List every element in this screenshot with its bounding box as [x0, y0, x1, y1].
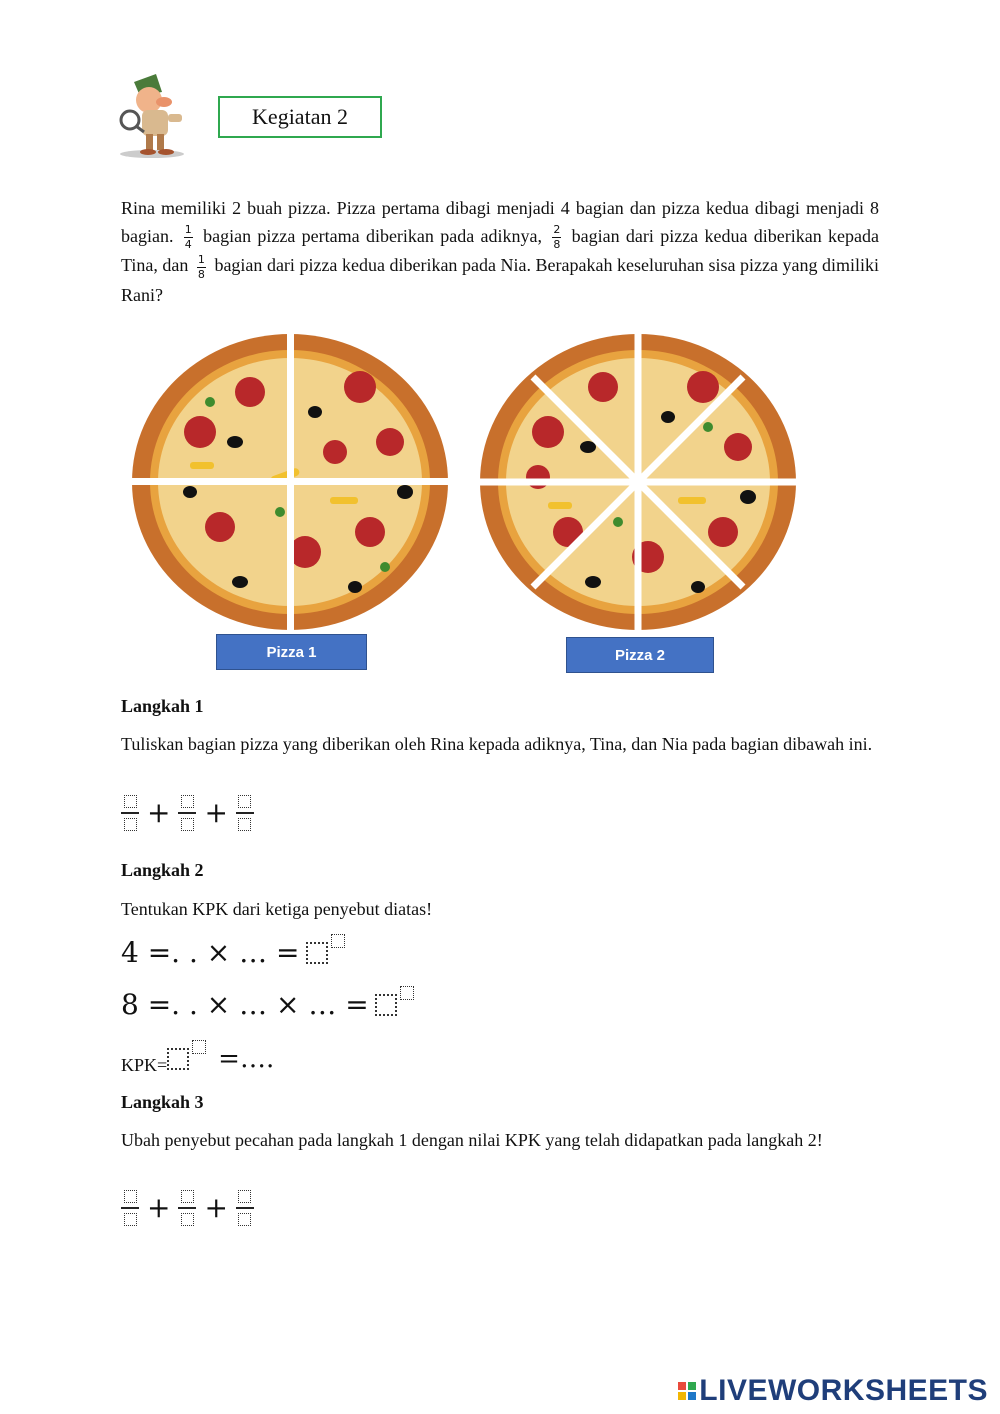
denominator-box[interactable]: [238, 818, 251, 831]
numerator-box[interactable]: [181, 1190, 194, 1203]
pizza-2-label: Pizza 2: [566, 637, 714, 673]
factor-line-8: 8 =. . × … × … =: [121, 988, 414, 1021]
step-1-fraction-inputs: [121, 795, 254, 831]
pizza-1-image: [130, 332, 450, 632]
denominator-box[interactable]: [124, 1213, 137, 1226]
step-3-text: Ubah penyebut pecahan pada langkah 1 dengan nilai KPK yang telah didapatkan pada langkah 2!: [121, 1130, 823, 1150]
liveworksheets-logo: [678, 1374, 988, 1408]
exponent-input-box[interactable]: [331, 934, 345, 948]
base-input-box[interactable]: [375, 994, 397, 1016]
fraction-one-quarter: $\frac{1}{4}$: [184, 223, 192, 252]
numerator-box[interactable]: [238, 795, 251, 808]
kpk-base-input-box[interactable]: [167, 1048, 189, 1070]
step-2-text: Tentukan KPK dari ketiga penyebut diatas!: [121, 899, 433, 919]
fraction-input-2[interactable]: [178, 795, 196, 831]
activity-title-text: Kegiatan 2: [252, 104, 348, 129]
logo-grid-icon: [678, 1382, 696, 1400]
plus-sign: +: [204, 1191, 228, 1225]
kpk-line: KPK= =….: [121, 1044, 274, 1074]
problem-text-4: bagian dari pizza kedua diberikan pada Nia. Berapakah keseluruhan sisa pizza yang dimiliki Rani?: [121, 255, 880, 305]
step-1-heading: Langkah 1: [121, 696, 204, 716]
plus-sign: +: [147, 796, 171, 830]
logo-text: LIVEWORKSHEETS: [699, 1374, 988, 1407]
fraction-one-eighth: $\frac{1}{8}$: [197, 252, 205, 281]
detective-mascot-icon: [112, 70, 202, 160]
plus-sign: +: [204, 796, 228, 830]
pizza-2-image: [478, 332, 796, 632]
numerator-box[interactable]: [124, 795, 137, 808]
base-input-box[interactable]: [306, 942, 328, 964]
pizza-1-label: Pizza 1: [216, 634, 367, 670]
kpk-exponent-input-box[interactable]: [192, 1040, 206, 1054]
denominator-box[interactable]: [238, 1213, 251, 1226]
factor-line-4: 4 =. . × … =: [121, 936, 345, 969]
denominator-box[interactable]: [181, 818, 194, 831]
problem-paragraph: [121, 194, 879, 309]
numerator-box[interactable]: [124, 1190, 137, 1203]
plus-sign: +: [147, 1191, 171, 1225]
denominator-box[interactable]: [181, 1213, 194, 1226]
problem-text-2: bagian pizza pertama diberikan pada adiknya,: [203, 226, 542, 246]
fraction-input-1[interactable]: [121, 795, 139, 831]
fraction-input-2[interactable]: [178, 1190, 196, 1226]
fraction-two-eighths: $\frac{2}{8}$: [553, 223, 561, 252]
fraction-input-3[interactable]: [236, 1190, 254, 1226]
step-1-text: Tuliskan bagian pizza yang diberikan oleh Rina kepada adiknya, Tina, dan Nia pada bagian dibawah ini.: [121, 734, 873, 754]
fraction-input-1[interactable]: [121, 1190, 139, 1226]
step-3-fraction-inputs: [121, 1190, 254, 1226]
problem-text-3: bagian dari pizza kedua diberikan kepada Tina, dan: [121, 226, 880, 276]
exponent-input-box[interactable]: [400, 986, 414, 1000]
numerator-box[interactable]: [181, 795, 194, 808]
activity-title: [218, 96, 382, 138]
step-3-heading: Langkah 3: [121, 1092, 204, 1112]
denominator-box[interactable]: [124, 818, 137, 831]
step-2-heading: Langkah 2: [121, 860, 204, 880]
numerator-box[interactable]: [238, 1190, 251, 1203]
problem-text-1: Rina memiliki 2 buah pizza. Pizza pertama dibagi menjadi 4 bagian dan pizza kedua dibagi menjadi 8 bagian.: [121, 198, 879, 246]
fraction-input-3[interactable]: [236, 795, 254, 831]
